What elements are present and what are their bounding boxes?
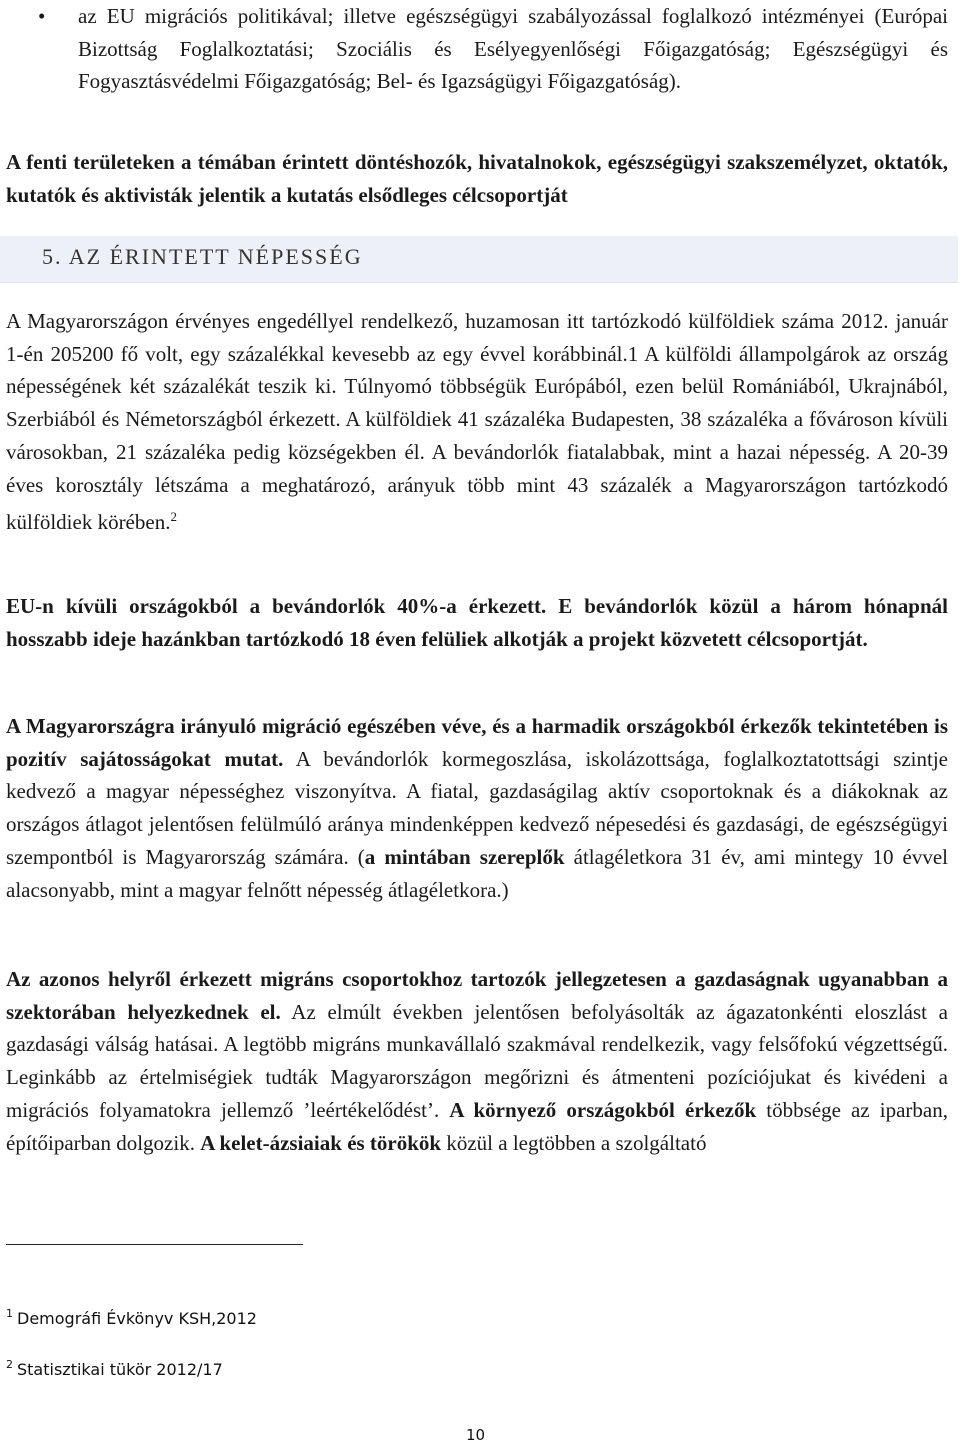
sectors-bold-2: A környező országokból érkezők: [449, 1097, 757, 1122]
population-text-a: A Magyarországon érvényes engedéllyel rendelkező, huzamosan itt tartózkodó külföldiek száma 2012. január 1-én 205200 fő volt, egy százalékkal kevesebb az egy évvel korábbinál.: [6, 309, 948, 366]
footnote-2-text: Statisztikai tükör 2012/17: [17, 1360, 223, 1379]
sectors-text-3: közül a legtöbben a szolgáltató: [441, 1130, 707, 1155]
migration-text-1: A bevándorlók kormegoszlása, iskolázottsága, foglalkoztatottsági szintje kedvező a magyar népességhez viszonyítva. A fiatal, gazdaságilag aktív csoportoknak és a diákoknak az országos átlagot jelentősen felülmúló aránya mindenképpen kedvező népesedési és gazdasági, de egészségügyi szempontból is Magyarország számára. (: [6, 746, 948, 869]
sectors-bold-1: Az azonos helyről érkezett migráns csoportokhoz tartozók jellegzetesen a gazdaságnak ugyanabban a szektorában helyezkednek el.: [6, 967, 948, 1024]
sectors-bold-3: A kelet-ázsiaiak és törökök: [200, 1130, 442, 1155]
section-heading: 5. AZ ÉRINTETT NÉPESSÉG: [42, 244, 363, 269]
population-paragraph: [6, 305, 948, 539]
footnote-1-number: 1: [6, 1307, 13, 1320]
footnote-1-text: Demográfi Évkönyv KSH,2012: [17, 1309, 257, 1328]
footnote-1: [6, 1303, 257, 1330]
sectors-text-1: Az elmúlt években jelentősen befolyásolták az ágazatonkénti eloszlást a gazdasági válság hatásai. A legtöbb migráns munkavállaló szakmával rendelkezik, vagy felsőfokú végzettségű. Leginkább az értelmiségiek tudták Magyarországon megőrizni és átmenteni pozíciójukat és kivédeni a migrációs folyamatokra jellemző ’leértékelődést’.: [6, 999, 949, 1122]
non-eu-paragraph: EU-n kívüli országokból a bevándorlók 40%-a érkezett. E bevándorlók közül a három hónapnál hosszabb ideje hazánkban tartózkodó 18 éven felüliek alkotják a projekt közvetett célcsoportját.: [6, 594, 948, 651]
migration-bold-2: a mintában szereplők: [364, 844, 565, 869]
migration-bold-1: A Magyarországra irányuló migráció egészében véve, és a harmadik országokból érkezők tekintetében is pozitív sajátosságokat mutat.: [6, 714, 948, 771]
bullet-list-item: az EU migrációs politikával; illetve egészségügyi szabályozással foglalkozó intézményei (Európai Bizottság Foglalkoztatási; Szociális és Esélyegyenlőségi Főigazgatóság; Egészségügyi és Fogyasztásvédelmi Főigazgatóság; Bel- és Igazságügyi Főigazgatóság).: [78, 4, 948, 94]
footnote-ref-2[interactable]: 2: [170, 509, 177, 525]
bullet-marker: •: [38, 4, 46, 28]
page-number: 10: [466, 1426, 486, 1444]
migration-text-2: átlagéletkora 31 év, ami mintegy 10 évvel alacsonyabb, mint a magyar felnőtt népesség átlagéletkora.): [6, 844, 948, 902]
sectors-text-2: többsége az iparban, építőiparban dolgozik.: [6, 1097, 948, 1155]
sectors-paragraph: [6, 963, 948, 1159]
population-text-b: A külföldi állampolgárok az ország népességének két százalékát teszik ki. Túlnyomó többségük Európából, ezen belül Romániából, Ukrajnából, Szerbiából és Németországból érkezett. A külföldiek 41 százaléka Budapesten, 38 százaléka a fővároson kívüli városokban, 21 százaléka pedig községekben él. A bevándorlók fiatalabbak, mint a hazai népesség. A 20-39 éves korosztály létszáma a meghatározó, arányuk több mint 43 százalék a Magyarországon tartózkodó külföldiek körében.: [6, 341, 948, 535]
footnote-2-number: 2: [6, 1358, 13, 1371]
target-groups-paragraph: A fenti területeken a témában érintett döntéshozók, hivatalnokok, egészségügyi szakszemélyzet, oktatók, kutatók és aktivisták jelentik a kutatás elsődleges célcsoportját: [6, 150, 948, 207]
footnote-separator: [6, 1244, 303, 1245]
footnote-2: [6, 1354, 223, 1381]
migration-paragraph: [6, 710, 948, 906]
footnote-ref-1[interactable]: 1: [627, 341, 639, 366]
